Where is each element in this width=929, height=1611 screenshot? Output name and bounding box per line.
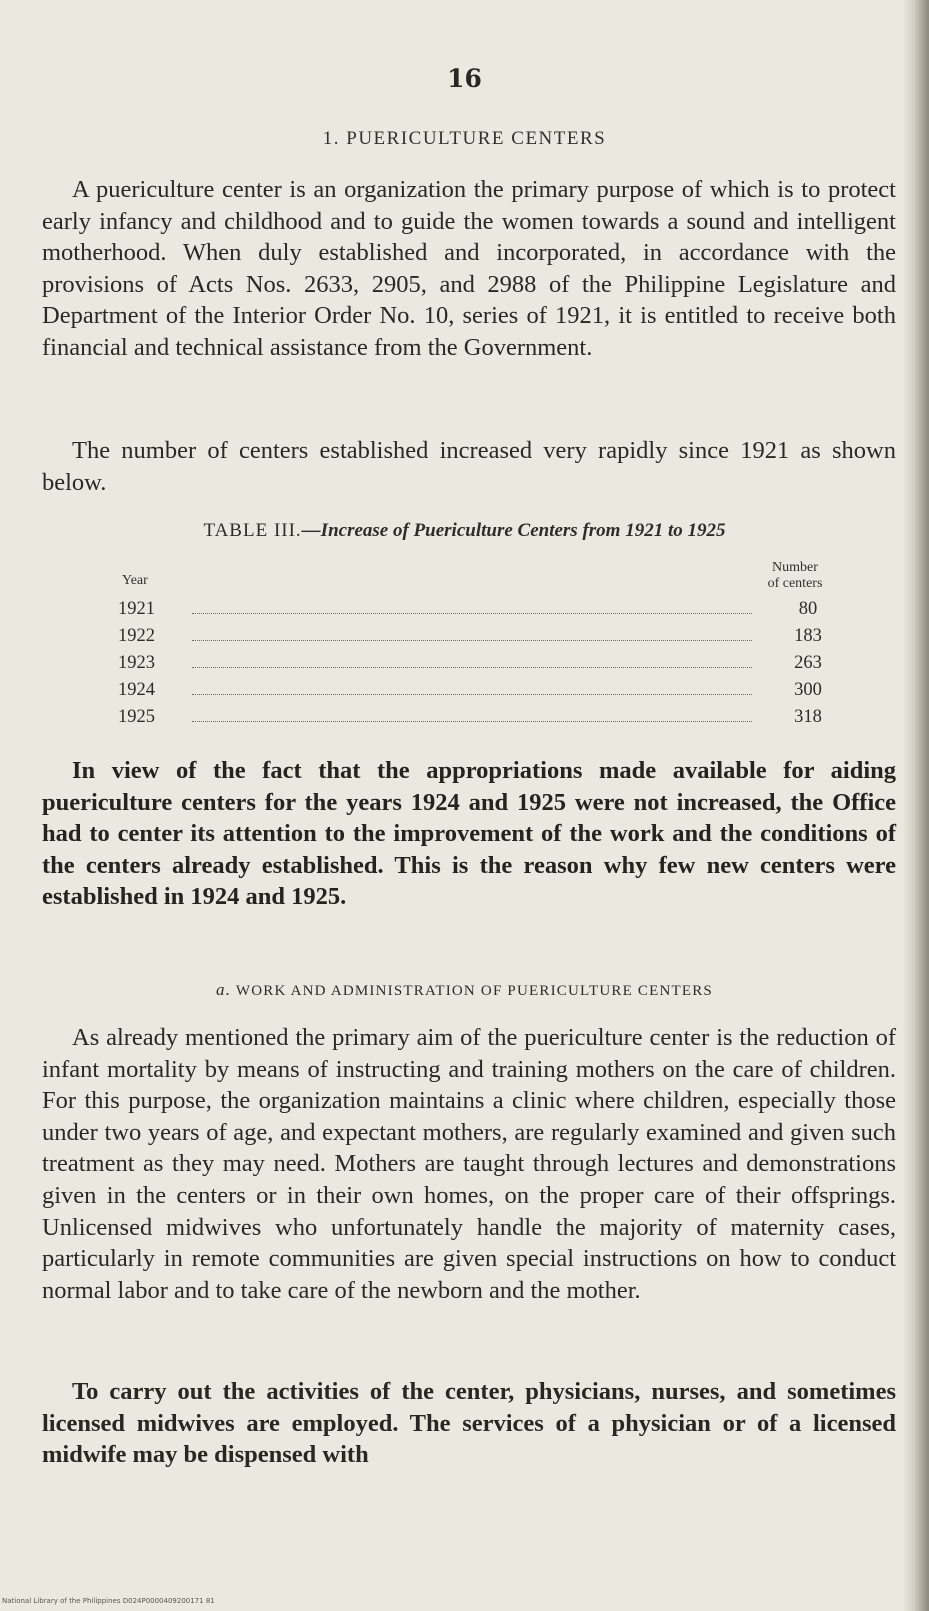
dot-leader: [192, 667, 752, 668]
table-cell-year: 1922: [118, 626, 155, 646]
section-heading: 1. PUERICULTURE CENTERS: [322, 128, 607, 149]
table-row: [118, 599, 848, 626]
table-cell-value: 263: [794, 653, 822, 673]
page-number: 16: [447, 64, 482, 93]
table-column-header-year: Year: [122, 573, 148, 588]
table-label: TABLE III.: [203, 520, 302, 541]
paragraph-growth: The number of centers established increased very rapidly since 1921 as shown below.: [42, 437, 896, 496]
table-row: [118, 680, 848, 707]
scan-credit: National Library of the Philippines D024P0000409200171 81: [2, 1597, 215, 1605]
table-body: [118, 599, 848, 734]
table-cell-year: 1924: [118, 680, 155, 700]
table-cell-year: 1925: [118, 707, 155, 727]
subsection-letter: a.: [216, 980, 232, 999]
subsection-heading: [0, 980, 929, 1000]
subsection-title: WORK AND ADMINISTRATION OF PUERICULTURE CENTERS: [235, 983, 713, 999]
table-cell-value: 300: [794, 680, 822, 700]
dot-leader: [192, 694, 752, 695]
table-column-header-number-line2: of centers: [767, 576, 823, 591]
table-cell-value: 183: [794, 626, 822, 646]
table-cell-value: 318: [794, 707, 822, 727]
dot-leader: [192, 640, 752, 641]
table-row: [118, 653, 848, 680]
table-title: —Increase of Puericulture Centers from 1921 to 1925: [301, 520, 726, 541]
dot-leader: [192, 613, 752, 614]
table-caption: [0, 520, 929, 542]
table-cell-value: 80: [798, 599, 818, 619]
table-row: [118, 707, 848, 734]
table-row: [118, 626, 848, 653]
table-cell-year: 1923: [118, 653, 155, 673]
paragraph-appropriations: In view of the fact that the appropriations made available for aiding puericulture centers for the years 1924 and 1925 were not increased, the Office had to center its attention to the improvement of the work and the conditions of the centers already established. This is the reason why few new centers were established in 1924 and 1925.: [42, 757, 896, 911]
table-column-header-number: [740, 560, 850, 592]
paragraph-definition: A puericulture center is an organization the primary purpose of which is to protect early infancy and childhood and to guide the women towards a sound and intelligent motherhood. When duly established and incorporated, in accordance with the provisions of Acts Nos. 2633, 2905, and 2988 of the Philippine Legislature and Department of the Interior Order No. 10, series of 1921, it is entitled to receive both financial and technical assistance from the Government.: [42, 176, 896, 361]
paragraph-primary-aim: As already mentioned the primary aim of the puericulture center is the reduction of infant mortality by means of instructing and training mothers on the care of children. For this purpose, the organization maintains a clinic where children, especially those under two years of age, and expectant mothers, are regularly examined and given such treatment as they may need. Mothers are taught through lectures and demonstrations given in the centers or in their own homes, on the proper care of their offsprings. Unlicensed midwives who unfortunately handle the majority of maternity cases, particularly in remote communities are given special instructions on how to conduct normal labor and to take care of the newborn and the mother.: [42, 1024, 896, 1304]
paragraph-staffing: To carry out the activities of the center, physicians, nurses, and sometimes licensed midwives are employed. The services of a physician or of a licensed midwife may be dispensed with: [42, 1378, 896, 1469]
page-edge-shadow: [903, 0, 929, 1611]
dot-leader: [192, 721, 752, 722]
table-cell-year: 1921: [118, 599, 155, 619]
table-column-header-number-line1: Number: [772, 560, 818, 575]
